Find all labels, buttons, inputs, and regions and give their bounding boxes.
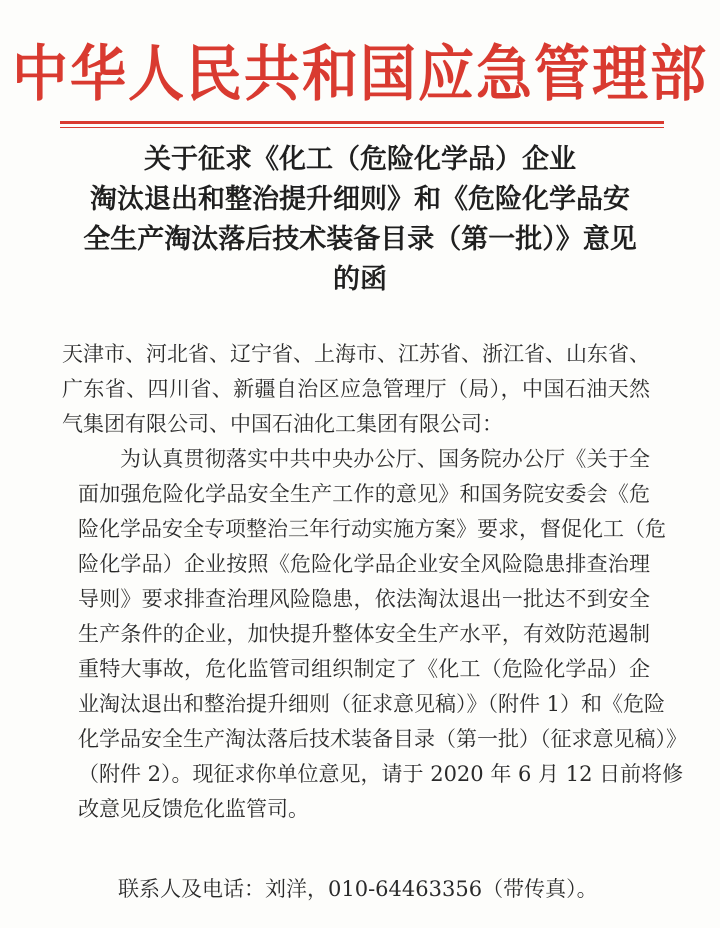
main-paragraph	[78, 442, 687, 827]
paragraph-line: 导则》要求排查治理风险隐患，依法淘汰退出一批达不到安全	[78, 587, 650, 611]
title-line: 全生产淘汰落后技术装备目录（第一批）》意见	[83, 224, 637, 255]
contact-info: 联系人及电话：刘洋，010-64463356（带传真）。	[118, 877, 598, 901]
paragraph-line: 为认真贯彻落实中共中央办公厅、国务院办公厅《关于全	[120, 447, 650, 471]
header-rule-thin	[60, 127, 664, 128]
paragraph-line: 化学品安全生产淘汰落后技术装备目录（第一批）（征求意见稿）》	[78, 727, 687, 751]
paragraph-line: 险化学品安全专项整治三年行动实施方案》要求，督促化工（危	[78, 517, 666, 541]
header-rule-thick	[60, 121, 664, 124]
recipients-line: 广东省、四川省、新疆自治区应急管理厅（局），中国石油天然	[62, 377, 650, 401]
issuing-authority-header: 中华人民共和国应急管理部	[12, 38, 708, 110]
paragraph-line: 业淘汰退出和整治提升细则（征求意见稿）》（附件 1）和《危险	[78, 692, 666, 716]
recipients-line: 天津市、河北省、辽宁省、上海市、江苏省、浙江省、山东省、	[62, 342, 650, 366]
paragraph-line: 重特大事故，危化监管司组织制定了《化工（危险化学品）企	[78, 657, 650, 681]
paragraph-line: 改意见反馈危化监管司。	[78, 797, 309, 821]
letter-body	[62, 337, 687, 827]
title-line: 的函	[333, 264, 387, 295]
title-line: 关于征求《化工（危险化学品）企业	[144, 144, 576, 175]
paragraph-line: 险化学品）企业按照《危险化学品企业安全风险隐患排查治理	[78, 552, 650, 576]
title-line: 淘汰退出和整治提升细则》和《危险化学品安	[90, 184, 630, 215]
paragraph-line: （附件 2）。现征求你单位意见，请于 2020 年 6 月 12 日前将修	[78, 762, 684, 786]
document-title	[40, 140, 680, 300]
recipients	[62, 337, 650, 442]
paragraph-line: 生产条件的企业，加快提升整体安全生产水平，有效防范遏制	[78, 622, 650, 646]
paragraph-line: 面加强危险化学品安全生产工作的意见》和国务院安委会《危	[78, 482, 650, 506]
recipients-line: 气集团有限公司、中国石油化工集团有限公司：	[62, 412, 503, 436]
